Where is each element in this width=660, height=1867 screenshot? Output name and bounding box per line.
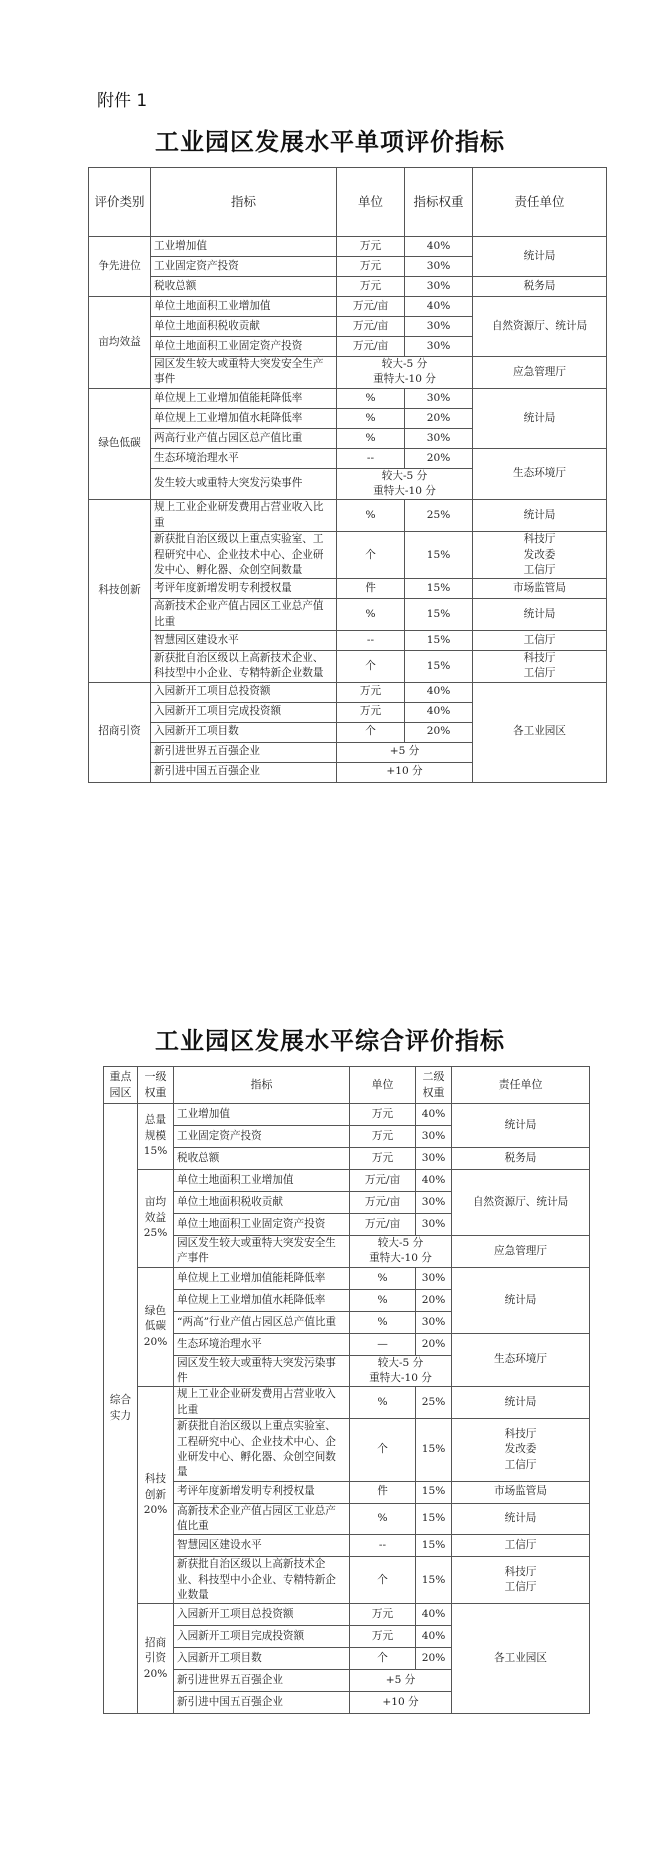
- table-row: [104, 1170, 590, 1192]
- weight-cell: 30%: [405, 428, 473, 448]
- unit-cell: %: [350, 1267, 416, 1289]
- indicator-cell: 高新技术企业产值占园区工业总产值比重: [174, 1503, 350, 1535]
- unit-cell: 万元/亩: [350, 1192, 416, 1214]
- dept-cell: 税务局: [452, 1148, 590, 1170]
- dept-cell: 各工业园区: [452, 1604, 590, 1714]
- indicator-cell: 工业固定资产投资: [174, 1126, 350, 1148]
- unit-cell: 个: [337, 532, 405, 579]
- indicator-cell: 工业增加值: [174, 1104, 350, 1126]
- unit-cell: 万元: [350, 1604, 416, 1626]
- indicator-cell: 新获批自治区级以上高新技术企业、科技型中小企业、专精特新企业数量: [151, 650, 337, 682]
- weight-cell: 40%: [405, 702, 473, 722]
- dept-cell: 统计局: [473, 500, 607, 532]
- indicator-cell: 入园新开工项目总投资额: [151, 682, 337, 702]
- header-level2: 二级 权重: [416, 1067, 452, 1104]
- indicator-cell: 单位土地面积税收贡献: [174, 1192, 350, 1214]
- group-cell: 亩均 效益 25%: [138, 1170, 174, 1268]
- unit-cell: %: [350, 1289, 416, 1311]
- weight-cell: 20%: [416, 1333, 452, 1355]
- dept-cell: 统计局: [452, 1387, 590, 1419]
- table-row: [104, 1387, 590, 1419]
- unit-cell: %: [337, 408, 405, 428]
- table-row: [104, 1236, 590, 1268]
- weight-cell: 15%: [405, 579, 473, 599]
- indicator-cell: 新获批自治区级以上重点实验室、工程研究中心、企业技术中心、企业研发中心、孵化器、众创空间数量: [174, 1419, 350, 1481]
- score-cell: 较大-5 分 重特大-10 分: [350, 1236, 452, 1268]
- header-level1: 一级 权重: [138, 1067, 174, 1104]
- indicator-cell: 智慧园区建设水平: [174, 1535, 350, 1557]
- weight-cell: 20%: [405, 448, 473, 468]
- dept-cell: 统计局: [452, 1503, 590, 1535]
- indicator-cell: 考评年度新增发明专利授权量: [174, 1481, 350, 1503]
- dept-cell: 税务局: [473, 277, 607, 297]
- indicator-cell: 园区发生较大或重特大突发安全生产事件: [174, 1236, 350, 1268]
- indicator-cell: 单位土地面积工业增加值: [151, 297, 337, 317]
- unit-cell: 万元: [350, 1626, 416, 1648]
- dept-cell: 统计局: [452, 1104, 590, 1148]
- table-row: [104, 1333, 590, 1355]
- weight-cell: 15%: [405, 630, 473, 650]
- header-dept: 责任单位: [473, 168, 607, 237]
- score-cell: 较大-5 分 重特大-10 分: [337, 357, 473, 389]
- dept-cell: 应急管理厅: [473, 357, 607, 389]
- weight-cell: 15%: [405, 532, 473, 579]
- dept-cell: 自然资源厅、统计局: [452, 1170, 590, 1236]
- unit-cell: 万元/亩: [350, 1170, 416, 1192]
- weight-cell: 20%: [416, 1648, 452, 1670]
- indicator-cell: 新引进世界五百强企业: [151, 742, 337, 762]
- weight-cell: 40%: [405, 237, 473, 257]
- dept-cell: 自然资源厅、统计局: [473, 297, 607, 357]
- unit-cell: 万元: [337, 702, 405, 722]
- header-weight: 指标权重: [405, 168, 473, 237]
- dept-cell: 生态环境厅: [473, 448, 607, 500]
- unit-cell: 万元/亩: [337, 337, 405, 357]
- indicator-cell: 单位规上工业增加值能耗降低率: [151, 388, 337, 408]
- indicator-cell: 发生较大或重特大突发污染事件: [151, 468, 337, 500]
- unit-cell: 万元/亩: [350, 1214, 416, 1236]
- weight-cell: 30%: [416, 1267, 452, 1289]
- indicator-cell: 单位土地面积工业固定资产投资: [151, 337, 337, 357]
- weight-cell: 30%: [405, 337, 473, 357]
- weight-cell: 15%: [416, 1503, 452, 1535]
- header-indicator: 指标: [151, 168, 337, 237]
- unit-cell: 万元: [350, 1126, 416, 1148]
- indicator-cell: 规上工业企业研发费用占营业收入比重: [151, 500, 337, 532]
- indicator-cell: 入园新开工项目完成投资额: [151, 702, 337, 722]
- weight-cell: 15%: [416, 1419, 452, 1481]
- table-row: [89, 237, 607, 257]
- indicator-cell: 两高行业产值占园区总产值比重: [151, 428, 337, 448]
- unit-cell: 万元: [337, 277, 405, 297]
- table-row: [89, 357, 607, 389]
- indicator-cell: 入园新开工项目完成投资额: [174, 1626, 350, 1648]
- unit-cell: 万元/亩: [337, 297, 405, 317]
- group-cell: 科技 创新 20%: [138, 1387, 174, 1604]
- table-header-row: [104, 1067, 590, 1104]
- single-indicator-table: [88, 167, 607, 783]
- unit-cell: %: [350, 1387, 416, 1419]
- indicator-cell: 入园新开工项目数: [174, 1648, 350, 1670]
- dept-cell: 工信厅: [473, 630, 607, 650]
- header-dept: 责任单位: [452, 1067, 590, 1104]
- table-row: [104, 1535, 590, 1557]
- category-cell: 招商引资: [89, 682, 151, 782]
- weight-cell: 25%: [405, 500, 473, 532]
- unit-cell: 万元: [350, 1148, 416, 1170]
- weight-cell: 30%: [416, 1126, 452, 1148]
- indicator-cell: 单位规上工业增加值水耗降低率: [174, 1289, 350, 1311]
- weight-cell: 30%: [416, 1192, 452, 1214]
- indicator-cell: “两高”行业产值占园区总产值比重: [174, 1311, 350, 1333]
- indicator-cell: 新引进中国五百强企业: [174, 1692, 350, 1714]
- indicator-cell: 生态环境治理水平: [174, 1333, 350, 1355]
- table-row: [89, 599, 607, 631]
- dept-cell: 市场监管局: [473, 579, 607, 599]
- weight-cell: 40%: [405, 682, 473, 702]
- table-row: [89, 650, 607, 682]
- dept-cell: 统计局: [452, 1267, 590, 1333]
- group-cell: 绿色 低碳 20%: [138, 1267, 174, 1387]
- table-row: [104, 1604, 590, 1626]
- weight-cell: 20%: [416, 1289, 452, 1311]
- weight-cell: 40%: [416, 1170, 452, 1192]
- unit-cell: 个: [337, 722, 405, 742]
- header-unit: 单位: [337, 168, 405, 237]
- unit-cell: %: [337, 428, 405, 448]
- indicator-cell: 单位规上工业增加值水耗降低率: [151, 408, 337, 428]
- score-cell: +5 分: [350, 1670, 452, 1692]
- table-row: [89, 297, 607, 317]
- indicator-cell: 规上工业企业研发费用占营业收入比重: [174, 1387, 350, 1419]
- unit-cell: 个: [350, 1648, 416, 1670]
- weight-cell: 30%: [405, 257, 473, 277]
- dept-cell: 科技厅 工信厅: [452, 1557, 590, 1604]
- table-row: [104, 1503, 590, 1535]
- unit-cell: 万元: [350, 1104, 416, 1126]
- unit-cell: %: [350, 1503, 416, 1535]
- table-row: [104, 1481, 590, 1503]
- dept-cell: 统计局: [473, 599, 607, 631]
- score-cell: 较大-5 分 重特大-10 分: [337, 468, 473, 500]
- dept-cell: 科技厅 发改委 工信厅: [452, 1419, 590, 1481]
- table-row: [89, 579, 607, 599]
- table-header-row: [89, 168, 607, 237]
- unit-cell: --: [337, 448, 405, 468]
- weight-cell: 40%: [405, 297, 473, 317]
- unit-cell: 万元: [337, 237, 405, 257]
- weight-cell: 40%: [416, 1604, 452, 1626]
- attachment-label: 附件 1: [97, 91, 148, 111]
- weight-cell: 30%: [416, 1311, 452, 1333]
- unit-cell: 件: [350, 1481, 416, 1503]
- zone-cell: 综合 实力: [104, 1104, 138, 1714]
- indicator-cell: 入园新开工项目数: [151, 722, 337, 742]
- indicator-cell: 智慧园区建设水平: [151, 630, 337, 650]
- indicator-cell: 园区发生较大或重特大突发污染事件: [174, 1355, 350, 1387]
- indicator-cell: 税收总额: [174, 1148, 350, 1170]
- indicator-cell: 单位土地面积工业固定资产投资: [174, 1214, 350, 1236]
- indicator-cell: 新获批自治区级以上重点实验室、工程研究中心、企业技术中心、企业研发中心、孵化器、众创空间数量: [151, 532, 337, 579]
- category-cell: 科技创新: [89, 500, 151, 682]
- table-row: [89, 682, 607, 702]
- table-row: [89, 532, 607, 579]
- composite-indicator-table: [103, 1066, 590, 1714]
- header-category: 评价类别: [89, 168, 151, 237]
- weight-cell: 25%: [416, 1387, 452, 1419]
- table-row: [89, 448, 607, 468]
- indicator-cell: 考评年度新增发明专利授权量: [151, 579, 337, 599]
- unit-cell: 个: [350, 1557, 416, 1604]
- dept-cell: 科技厅 发改委 工信厅: [473, 532, 607, 579]
- dept-cell: 统计局: [473, 388, 607, 448]
- dept-cell: 市场监管局: [452, 1481, 590, 1503]
- unit-cell: 个: [337, 650, 405, 682]
- table-row: [89, 500, 607, 532]
- dept-cell: 应急管理厅: [452, 1236, 590, 1268]
- weight-cell: 30%: [405, 388, 473, 408]
- dept-cell: 生态环境厅: [452, 1333, 590, 1387]
- dept-cell: 各工业园区: [473, 682, 607, 782]
- category-cell: 争先进位: [89, 237, 151, 297]
- unit-cell: —: [350, 1333, 416, 1355]
- table-row: [89, 388, 607, 408]
- weight-cell: 30%: [405, 277, 473, 297]
- score-cell: 较大-5 分 重特大-10 分: [350, 1355, 452, 1387]
- indicator-cell: 新引进中国五百强企业: [151, 762, 337, 782]
- unit-cell: %: [350, 1311, 416, 1333]
- weight-cell: 15%: [416, 1557, 452, 1604]
- table-row: [104, 1148, 590, 1170]
- indicator-cell: 单位土地面积税收贡献: [151, 317, 337, 337]
- weight-cell: 15%: [416, 1535, 452, 1557]
- indicator-cell: 入园新开工项目总投资额: [174, 1604, 350, 1626]
- table-row: [104, 1419, 590, 1481]
- score-cell: +5 分: [337, 742, 473, 762]
- dept-cell: 科技厅 工信厅: [473, 650, 607, 682]
- group-cell: 招商 引资 20%: [138, 1604, 174, 1714]
- dept-cell: 工信厅: [452, 1535, 590, 1557]
- unit-cell: 万元/亩: [337, 317, 405, 337]
- category-cell: 亩均效益: [89, 297, 151, 389]
- unit-cell: --: [337, 630, 405, 650]
- weight-cell: 40%: [416, 1626, 452, 1648]
- weight-cell: 30%: [416, 1214, 452, 1236]
- table-row: [89, 277, 607, 297]
- indicator-cell: 单位土地面积工业增加值: [174, 1170, 350, 1192]
- category-cell: 绿色低碳: [89, 388, 151, 500]
- indicator-cell: 工业增加值: [151, 237, 337, 257]
- group-cell: 总量 规模 15%: [138, 1104, 174, 1170]
- indicator-cell: 新获批自治区级以上高新技术企业、科技型中小企业、专精特新企业数量: [174, 1557, 350, 1604]
- table-row: [104, 1557, 590, 1604]
- indicator-cell: 高新技术企业产值占园区工业总产值比重: [151, 599, 337, 631]
- unit-cell: 个: [350, 1419, 416, 1481]
- header-indicator: 指标: [174, 1067, 350, 1104]
- dept-cell: 统计局: [473, 237, 607, 277]
- indicator-cell: 园区发生较大或重特大突发安全生产事件: [151, 357, 337, 389]
- table1-title: 工业园区发展水平单项评价指标: [155, 128, 505, 156]
- weight-cell: 30%: [405, 317, 473, 337]
- weight-cell: 40%: [416, 1104, 452, 1126]
- table2-title: 工业园区发展水平综合评价指标: [155, 1027, 505, 1055]
- indicator-cell: 单位规上工业增加值能耗降低率: [174, 1267, 350, 1289]
- table-row: [104, 1104, 590, 1126]
- indicator-cell: 生态环境治理水平: [151, 448, 337, 468]
- unit-cell: 万元: [337, 682, 405, 702]
- unit-cell: --: [350, 1535, 416, 1557]
- unit-cell: %: [337, 599, 405, 631]
- unit-cell: %: [337, 500, 405, 532]
- unit-cell: 万元: [337, 257, 405, 277]
- indicator-cell: 工业固定资产投资: [151, 257, 337, 277]
- score-cell: +10 分: [337, 762, 473, 782]
- header-unit: 单位: [350, 1067, 416, 1104]
- weight-cell: 15%: [416, 1481, 452, 1503]
- indicator-cell: 税收总额: [151, 277, 337, 297]
- score-cell: +10 分: [350, 1692, 452, 1714]
- weight-cell: 20%: [405, 408, 473, 428]
- table-row: [89, 630, 607, 650]
- unit-cell: 件: [337, 579, 405, 599]
- weight-cell: 30%: [416, 1148, 452, 1170]
- unit-cell: %: [337, 388, 405, 408]
- table-row: [104, 1267, 590, 1289]
- weight-cell: 15%: [405, 650, 473, 682]
- weight-cell: 20%: [405, 722, 473, 742]
- header-zone: 重点 园区: [104, 1067, 138, 1104]
- weight-cell: 15%: [405, 599, 473, 631]
- indicator-cell: 新引进世界五百强企业: [174, 1670, 350, 1692]
